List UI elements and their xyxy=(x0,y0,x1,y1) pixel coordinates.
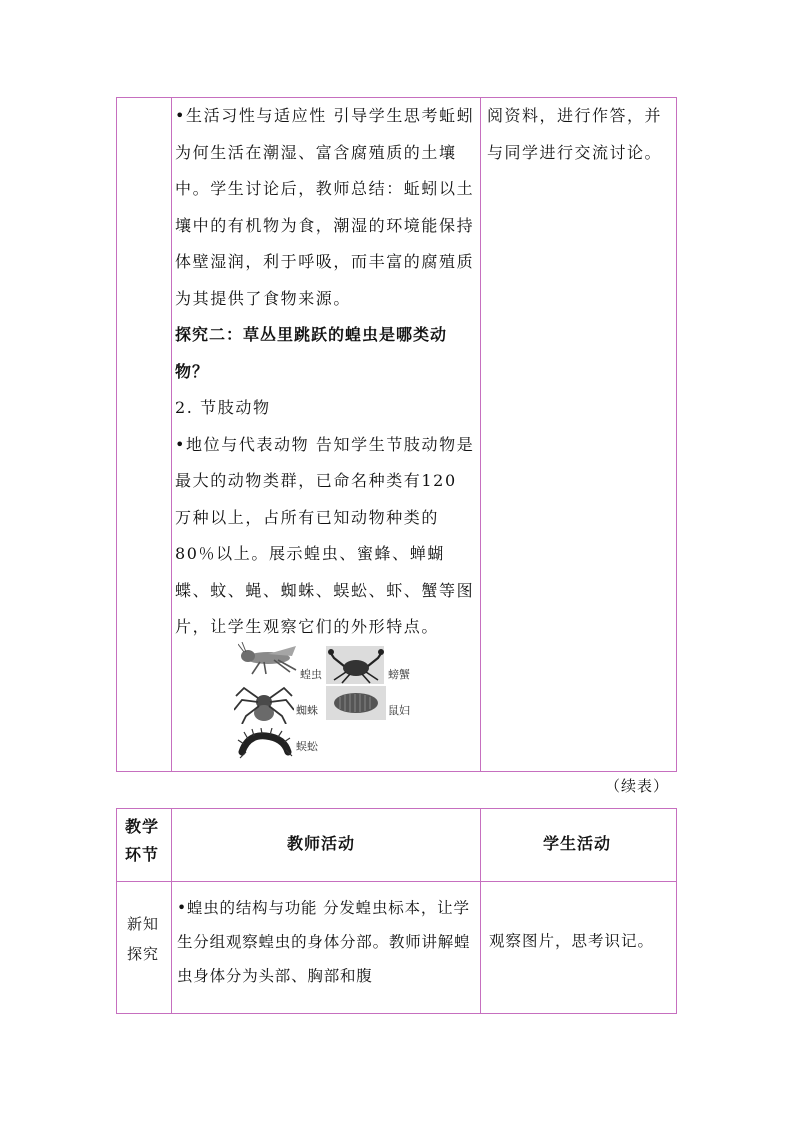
section-column xyxy=(117,98,172,771)
habit-paragraph: •生活习性与适应性 引导学生思考蚯蚓为何生活在潮湿、富含腐殖质的土壤中。学生讨论后，教师总结：蚯蚓以土壤中的有机物为食，潮湿的环境能保持体壁湿润，利于呼吸，而丰富的腐殖质为其提供了食物来源。 xyxy=(175,106,475,308)
arthropod-subheading: 2. 节肢动物 xyxy=(175,398,271,417)
student-activity-paragraph: 阅资料，进行作答，并与同学进行交流讨论。 xyxy=(487,106,663,162)
arthropod-paragraph: •地位与代表动物 告知学生节肢动物是最大的动物类群，已命名种类有120 万种以上，占所有已知动物种类的 80％以上。展示蝗虫、蜜蜂、蝉蝴蝶、蚊、蝇、蜘蛛、蜈蚣、虾、蟹等图片，让学生观察它们的外形特点。 xyxy=(175,434,475,636)
lesson-table xyxy=(116,808,677,1014)
spider-label: 蜘蛛 xyxy=(296,704,318,717)
teacher-activity-text: •蝗虫的结构与功能 分发蝗虫标本，让学生分组观察蝗虫的身体分部。教师讲解蝗虫身体分为头部、胸部和腹 xyxy=(177,899,471,985)
crab-label: 螃蟹 xyxy=(388,668,410,681)
crab-image xyxy=(328,648,384,684)
student-column xyxy=(480,98,677,771)
student-activity-text xyxy=(487,98,677,171)
inquiry-two-heading: 探究二：草丛里跳跃的蝗虫是哪类动物？ xyxy=(175,325,448,381)
woodlouse-image xyxy=(328,688,384,718)
arthropod-figure xyxy=(232,640,422,768)
teacher-activity-text xyxy=(175,98,475,646)
header-divider xyxy=(117,881,676,882)
column-divider xyxy=(171,809,172,1013)
teacher-activity-header: 教师活动 xyxy=(287,834,356,853)
woodlouse-label: 鼠妇 xyxy=(388,704,410,717)
centipede-label: 蜈蚣 xyxy=(296,740,318,753)
section-header: 教学环节 xyxy=(125,817,160,864)
continued-table-caption: （续表） xyxy=(605,777,670,795)
student-activity-header: 学生活动 xyxy=(543,834,612,853)
grasshopper-label: 蝗虫 xyxy=(300,668,322,681)
spider-image xyxy=(234,682,294,724)
grasshopper-image xyxy=(238,642,300,676)
section-name: 新知探究 xyxy=(127,915,160,963)
centipede-image xyxy=(236,728,294,762)
student-activity-text: 观察图片，思考识记。 xyxy=(489,932,655,950)
